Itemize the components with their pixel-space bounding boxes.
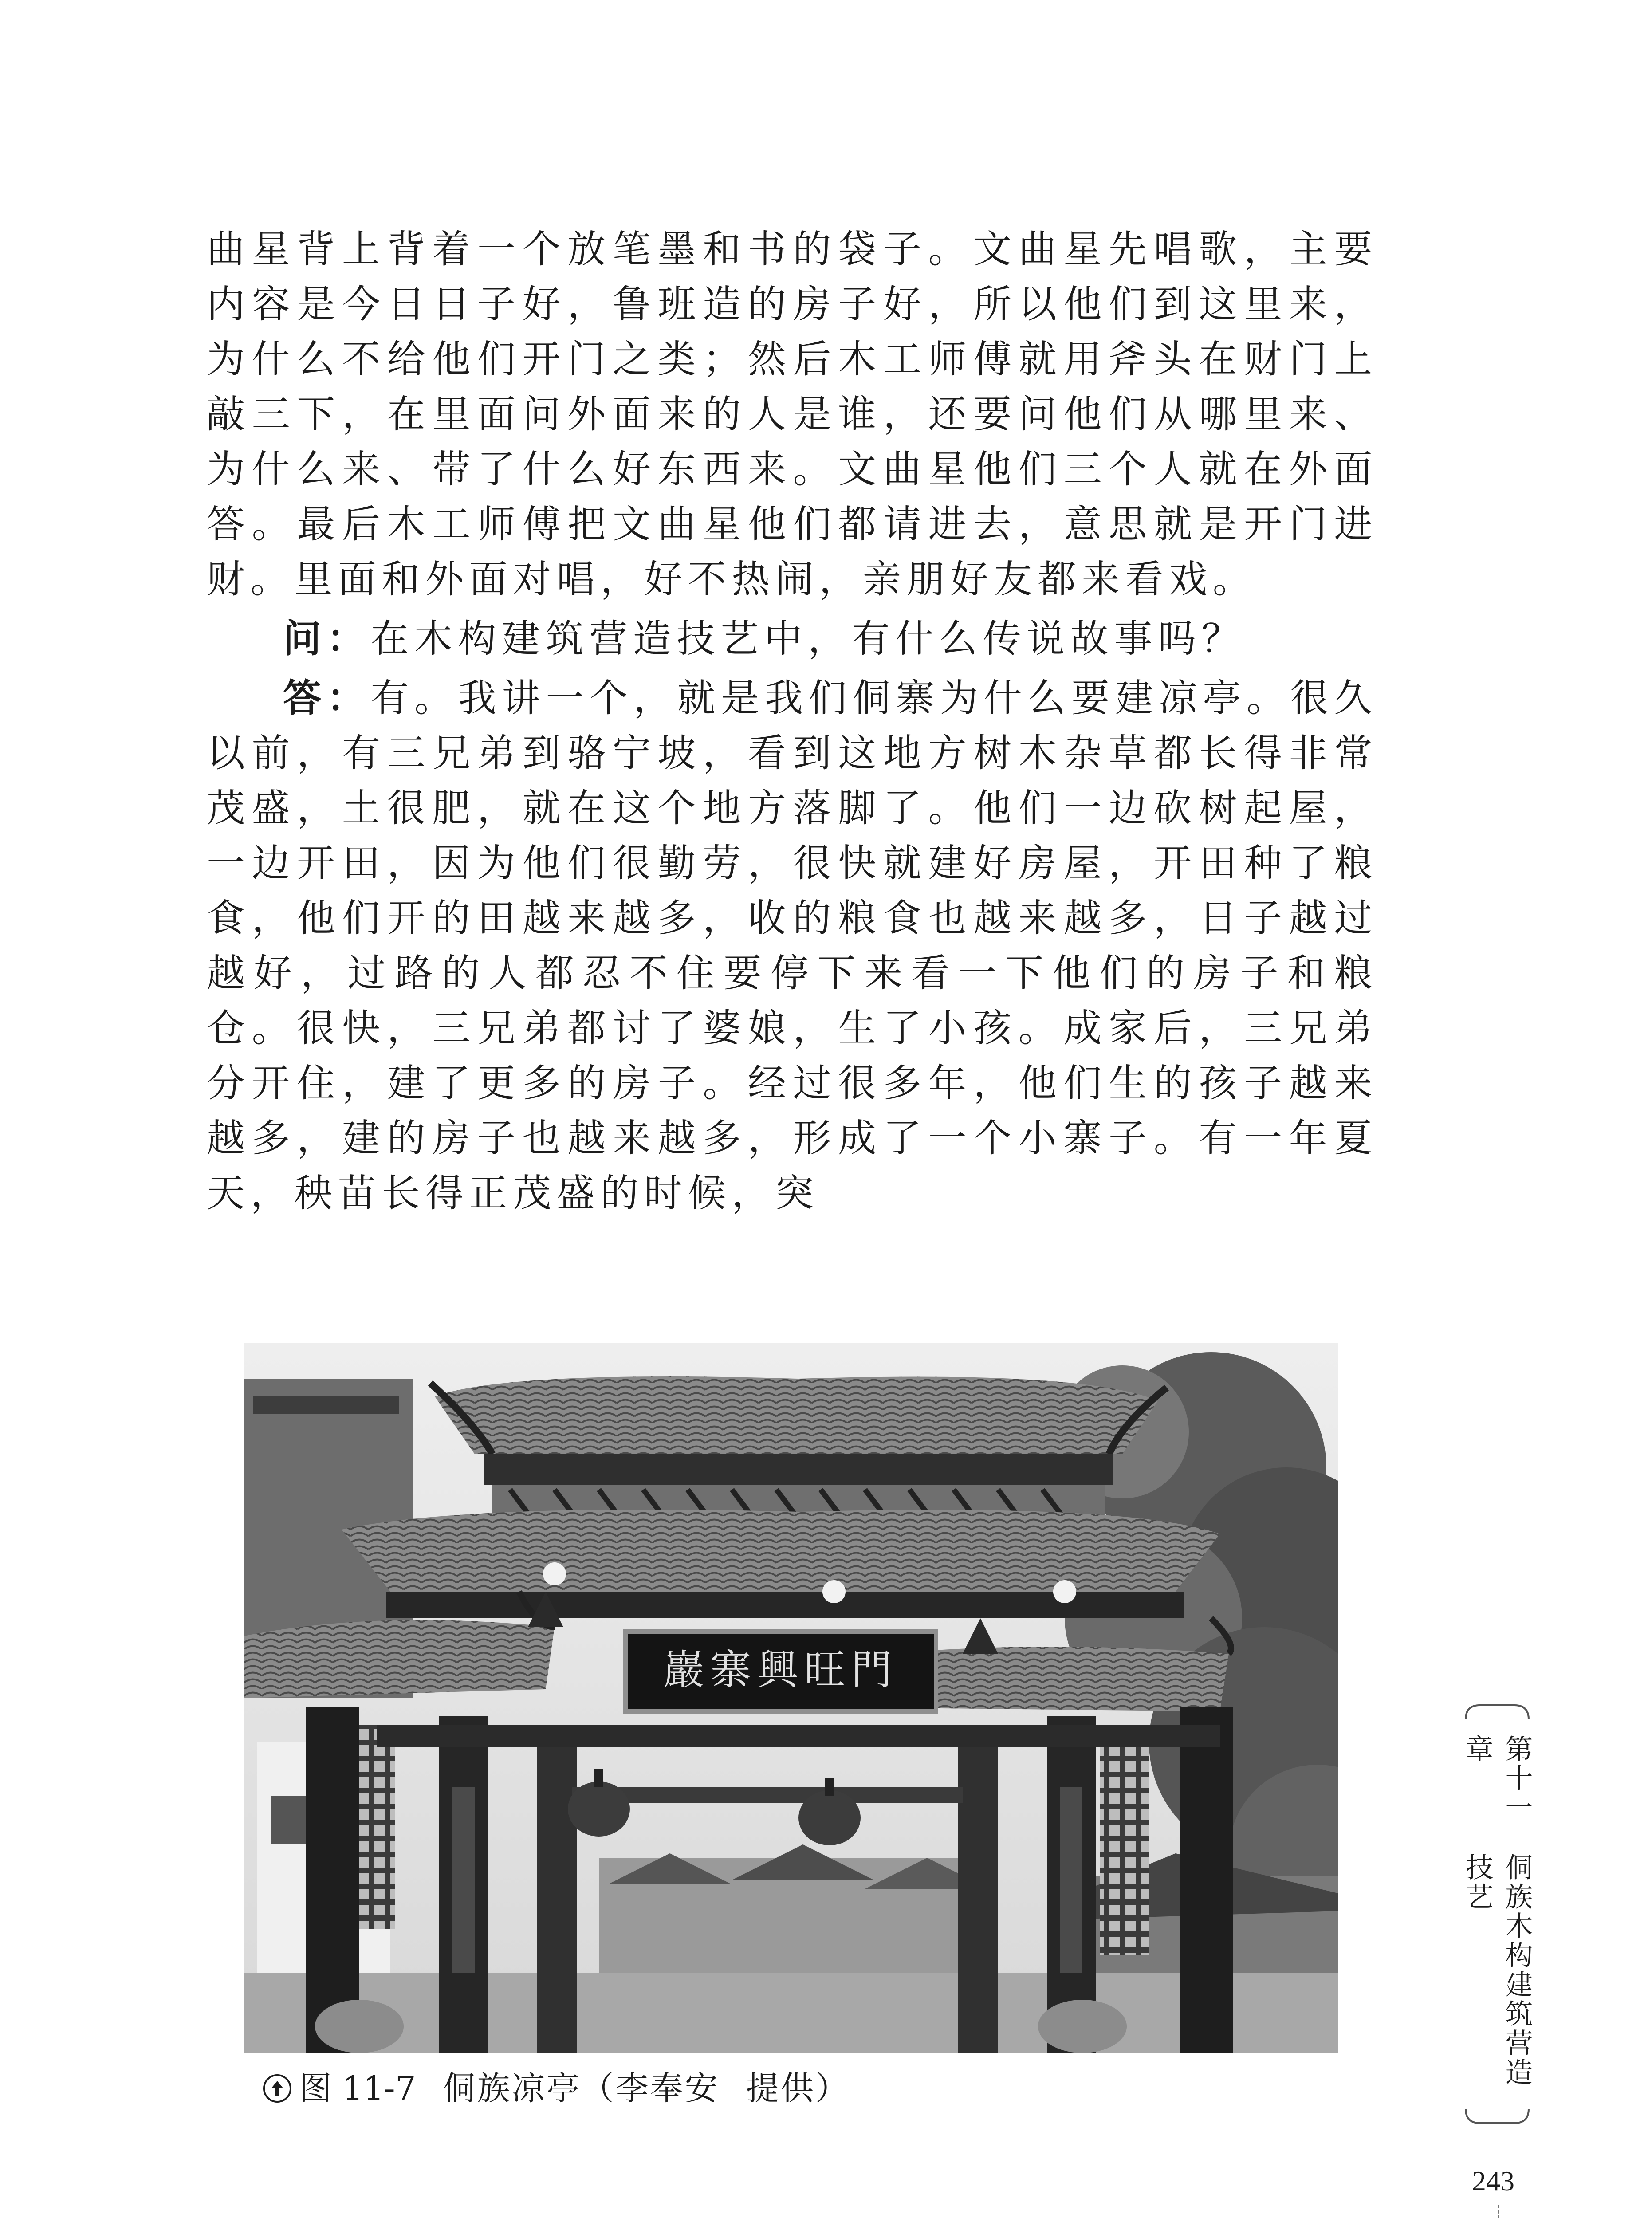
answer-text: 有。我讲一个，就是我们侗寨为什么要建凉亭。很久以前，有三兄弟到骆宁坡，看到这地方树木杂草都长得非常茂盛，土很肥，就在这个地方落脚了。他们一边砍树起屋，一边开田，因为他们很勤劳，很快就建好房屋，开田种了粮食，他们开的田越来越多，收的粮食也越来越多，日子越过越好，过路的人都忍不住要停下来看一下他们的房子和粮仓。很快，三兄弟都讨了婆娘，生了小孩。成家后，三兄弟分开住，建了更多的房子。经过很多年，他们生的孩子越来越多，建的房子也越来越多，形成了一个小寨子。有一年夏天，秧苗长得正茂盛的时候，突: [207, 676, 1378, 1215]
chapter-heading: [1461, 1734, 1533, 2098]
chapter-number: 第十一章: [1461, 1734, 1533, 1822]
question-text: 在木构建筑营造技艺中，有什么传说故事吗？: [370, 617, 1246, 661]
chapter-title: 侗族木构建筑营造技艺: [1461, 1853, 1533, 2088]
paragraph-question: [207, 611, 1378, 666]
pavilion-illustration: [244, 1343, 1338, 2053]
body-text: [207, 222, 1378, 1221]
paragraph-continuation: 曲星背上背着一个放笔墨和书的袋子。文曲星先唱歌，主要内容是今日日子好，鲁班造的房子好，所以他们到这里来，为什么不给他们开门之类；然后木工师傅就用斧头在财门上敲三下，在里面问外面来的人是谁，还要问他们从哪里来、为什么来、带了什么好东西来。文曲星他们三个人就在外面答。最后木工师傅把文曲星他们都请进去，意思就是开门进财。里面和外面对唱，好不热闹，亲朋好友都来看戏。: [207, 227, 1378, 602]
lantern-right: [798, 1790, 861, 1845]
column-right-outer: [1180, 1707, 1233, 2053]
figure-caption: [262, 2066, 850, 2111]
bracket-top-icon: [1464, 1703, 1530, 1721]
stone-lion-right: [1038, 2000, 1127, 2053]
lantern-left: [568, 1781, 630, 1837]
answer-label: 答：: [283, 676, 371, 720]
left-lower-roof: [244, 1620, 555, 1698]
chapter-side-tab: [1461, 1703, 1533, 2125]
ground: [244, 1973, 1338, 2053]
up-arrow-circle-icon: [262, 2073, 293, 2104]
bracket-bottom-icon: [1464, 2107, 1530, 2125]
caption-label: 图 11-7: [299, 2069, 416, 2108]
stone-lion-left: [315, 2000, 404, 2053]
side-dashed-rule: [1498, 2205, 1499, 2218]
middle-roof: [342, 1510, 1220, 1592]
figure-photo-dong-pavilion: [244, 1343, 1338, 2053]
paragraph-answer: [207, 671, 1378, 1221]
plaque-text: 巖寨興旺門: [663, 1646, 899, 1694]
caption-credit: 提供）: [746, 2069, 850, 2108]
page-number: 243: [1472, 2165, 1514, 2197]
top-roof: [435, 1376, 1158, 1454]
caption-title: 侗族凉亭（李奉安: [442, 2069, 720, 2108]
question-label: 问：: [283, 617, 371, 661]
